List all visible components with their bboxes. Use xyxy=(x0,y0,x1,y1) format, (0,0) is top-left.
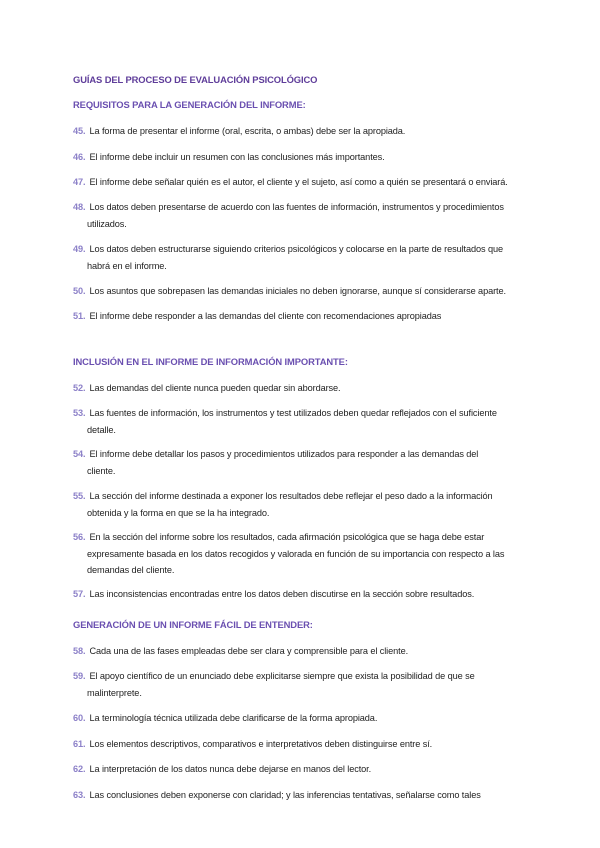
item-number: 62. xyxy=(73,764,86,774)
item-text-continued: cliente. xyxy=(87,465,116,476)
list-item xyxy=(73,446,563,479)
item-text: La forma de presentar el informe (oral, escrita, o ambas) debe ser la apropiada. xyxy=(89,126,406,136)
document-title: GUÍAS DEL PROCESO DE EVALUACIÓN PSICOLÓGICO xyxy=(73,74,318,85)
item-number: 61. xyxy=(73,739,86,749)
item-number: 50. xyxy=(73,286,86,296)
item-number: 52. xyxy=(73,383,86,393)
item-text: Las conclusiones deben exponerse con claridad; y las inferencias tentativas, señalarse como tales xyxy=(89,790,481,800)
item-number: 60. xyxy=(73,713,86,723)
item-text-continued: malinterprete. xyxy=(87,687,142,698)
item-text-continued: obtenida y la forma en que se la ha integrado. xyxy=(87,507,270,518)
list-item xyxy=(73,405,563,438)
list-item xyxy=(73,643,563,660)
list-item xyxy=(73,787,563,804)
list-item xyxy=(73,586,563,603)
item-number: 56. xyxy=(73,532,86,542)
item-text-continued: detalle. xyxy=(87,424,116,435)
item-number: 46. xyxy=(73,152,86,162)
list-item xyxy=(73,529,563,579)
item-number: 49. xyxy=(73,244,86,254)
item-text: Cada una de las fases empleadas debe ser clara y comprensible para el cliente. xyxy=(89,646,409,656)
item-number: 53. xyxy=(73,408,86,418)
item-text-continued: habrá en el informe. xyxy=(87,260,167,271)
item-number: 48. xyxy=(73,202,86,212)
item-text: La interpretación de los datos nunca debe dejarse en manos del lector. xyxy=(89,764,372,774)
item-text-continued: expresamente basada en los datos recogidos y valorada en función de su importancia con respecto a las xyxy=(87,548,505,559)
list-item xyxy=(73,710,563,727)
item-text: El informe debe responder a las demandas del cliente con recomendaciones apropiadas xyxy=(89,311,442,321)
list-item xyxy=(73,488,563,521)
item-text-continued: utilizados. xyxy=(87,218,127,229)
item-number: 58. xyxy=(73,646,86,656)
list-item xyxy=(73,736,563,753)
list-item xyxy=(73,668,563,701)
item-text-continued: demandas del cliente. xyxy=(87,565,175,575)
item-text: Las inconsistencias encontradas entre los datos deben discutirse en la sección sobre resultados. xyxy=(89,589,475,599)
list-item xyxy=(73,761,563,778)
item-text: El apoyo científico de un enunciado debe explicitarse siempre que exista la posibilidad de que se xyxy=(89,671,475,681)
item-number: 51. xyxy=(73,311,86,321)
list-item xyxy=(73,123,563,140)
list-item xyxy=(73,241,563,274)
item-text: La terminología técnica utilizada debe clarificarse de la forma apropiada. xyxy=(89,713,378,723)
item-number: 54. xyxy=(73,449,86,459)
list-item xyxy=(73,199,563,232)
item-text: Las demandas del cliente nunca pueden quedar sin abordarse. xyxy=(89,383,341,393)
list-item xyxy=(73,174,563,191)
item-text: El informe debe incluir un resumen con las conclusiones más importantes. xyxy=(89,152,385,162)
item-text: Los elementos descriptivos, comparativos e interpretativos deben distinguirse entre sí. xyxy=(89,739,433,749)
section-heading: GENERACIÓN DE UN INFORME FÁCIL DE ENTENDER: xyxy=(73,619,313,630)
item-number: 57. xyxy=(73,589,86,599)
list-item xyxy=(73,283,563,300)
item-text: La sección del informe destinada a exponer los resultados debe reflejar el peso dado a la información xyxy=(89,491,493,501)
section-heading: INCLUSIÓN EN EL INFORME DE INFORMACIÓN IMPORTANTE: xyxy=(73,356,348,367)
item-number: 47. xyxy=(73,177,86,187)
item-number: 63. xyxy=(73,790,86,800)
list-item xyxy=(73,149,563,166)
item-text: Los datos deben estructurarse siguiendo criterios psicológicos y colocarse en la parte de resultados que xyxy=(89,244,503,254)
item-number: 45. xyxy=(73,126,86,136)
item-text: El informe debe señalar quién es el autor, el cliente y el sujeto, así como a quién se presentará o enviará. xyxy=(89,177,508,187)
item-text: Los asuntos que sobrepasen las demandas iniciales no deben ignorarse, aunque sí considerarse aparte. xyxy=(89,286,506,296)
item-number: 55. xyxy=(73,491,86,501)
item-number: 59. xyxy=(73,671,86,681)
item-text: En la sección del informe sobre los resultados, cada afirmación psicológica que se haga debe estar xyxy=(89,532,485,542)
list-item xyxy=(73,380,563,397)
item-text: Las fuentes de información, los instrumentos y test utilizados deben quedar reflejados con el suficiente xyxy=(89,408,497,418)
item-text: El informe debe detallar los pasos y procedimientos utilizados para responder a las demandas del xyxy=(89,449,479,459)
item-text: Los datos deben presentarse de acuerdo con las fuentes de información, instrumentos y procedimientos xyxy=(89,202,504,212)
list-item xyxy=(73,308,563,325)
section-heading: REQUISITOS PARA LA GENERACIÓN DEL INFORME: xyxy=(73,99,306,110)
